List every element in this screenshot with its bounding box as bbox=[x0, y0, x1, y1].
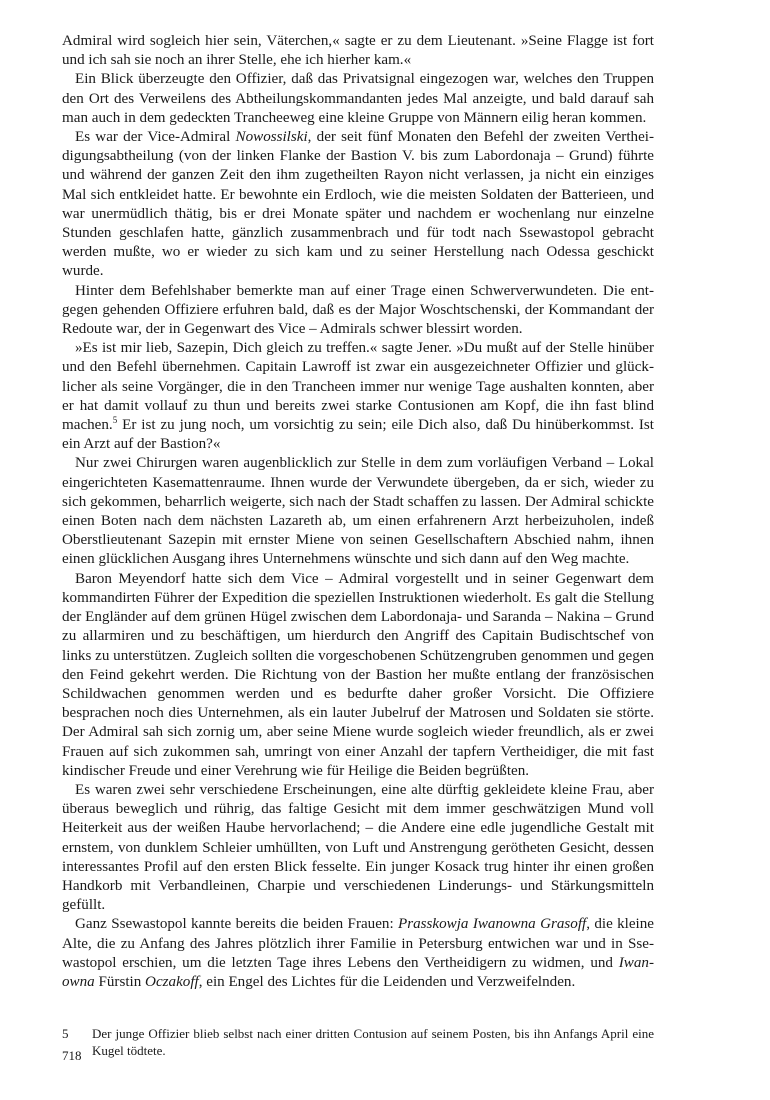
text-run: Nur zwei Chirurgen waren augenblicklich zur Stelle in dem zum vorläufigen Verband – Lokal eingerichteten Kasemattenraume. Ihnen wurde der Verwundete übergeben, da er sich, wieder zu sich gekommen, beharrlich weigerte, sich nach der Stadt schaffen zu lassen. Der Admiral schickte einen Boten nach dem nächsten Lazareth ab, um einen erfahrenern Arzt herbeizuholen, indeß Oberstlieutenant Sazepin mit ernster Miene von seinen Gesellschaftern Abschied nahm, ihnen einen glücklichen Ausgang ihres Unternehmens wünschte und sich dann auf den Weg machte. bbox=[62, 455, 654, 568]
text-run: Admiral wird sogleich hier sein, Väterchen,« sagte er zu dem Lieutenant. »Seine Flagge ist fort und ich sah sie noch an ihrer Stelle, ehe ich hierher kam.« bbox=[62, 33, 654, 69]
body-paragraph bbox=[62, 570, 654, 781]
text-run: , die kleine Alte, die zu Anfang des Jahres plötzlich ihrer Familie in Petersburg entwichen war und in Ssewastopol erschien, um die letzten Tage ihres Lebens den Vertheidigern zu widmen, und bbox=[62, 916, 654, 971]
text-run: Baron Meyendorf hatte sich dem Vice – Admiral vorgestellt und in seiner Gegenwart dem kommandirten Führer der Expedition die speziellen Instruktionen wiederholt. Es galt die Stellung der Engländer auf dem grünen Hügel zwischen dem Labordonaja- und Saranda – Nakina – Grund zu allarmiren und zu beschäftigen, um hierdurch den Angriff des Capitain Budischtschef von links zu unterstützen. Zugleich sollten die vorgeschobenen Schützengruben genommen und gegen den Feind gekehrt werden. Die Richtung von der Bastion her mußte entlang der französischen Schildwachen genommen werden und es bedurfte daher großer Vorsicht. Die Offiziere besprachen noch dies Unternehmen, als ein lauter Jubelruf der Matrosen und Soldaten sie störte. Der Admiral sah sich zornig um, aber seine Miene wurde sogleich wieder freundlich, als er zwei Frauen auf sich zukommen sah, umringt von einer Anzahl der tapfern Vertheidiger, die mit fast kindischer Freude und einer Verehrung wie für Heilige die Beiden begrüßten. bbox=[62, 570, 654, 779]
body-paragraph bbox=[62, 454, 654, 569]
text-run: Hinter dem Befehlshaber bemerkte man auf einer Trage einen Schwerverwundeten. Die entgegen gehenden Offiziere erfuhren bald, daß es der Major Woschtschenski, der Kommandant der Redoute war, der in Gegenwart des Vice – Admirals schwer blessirt worden. bbox=[62, 282, 654, 338]
footnote-reference: 5 bbox=[112, 415, 118, 426]
body-paragraph bbox=[62, 282, 654, 340]
text-run: Er ist zu jung noch, um vorsichtig zu sein; eile Dich also, daß Du hinüberkommst. Ist ein Arzt auf der Bastion?« bbox=[62, 417, 654, 453]
body-paragraph bbox=[62, 781, 654, 915]
text-run: Es waren zwei sehr verschiedene Erscheinungen, eine alte dürftig gekleidete kleine Frau, aber überaus beweglich und rührig, das faltige Gesicht mit dem immer geschwätzigen Mund voll Heiterkeit aus der weißen Haube hervorlachend; – die Andere eine edle jugendliche Gestalt mit ernstem, von dunklem Schleier umhüllten, von Luft und Anstrengung gerötheten Gesicht, dessen interessantes Profil auf den ersten Blick fesselte. Ein junger Kosack trug hinter ihr einen großen Handkorb mit Verbandleinen, Charpie und verschiedenen Linderungs- und Stärkungsmitteln gefüllt. bbox=[62, 781, 654, 914]
page-content bbox=[62, 32, 654, 1059]
italic-name: Nowossilski bbox=[235, 129, 308, 146]
footnote bbox=[62, 1025, 654, 1059]
text-run: »Es ist mir lieb, Sazepin, Dich gleich zu treffen.« sagte Jener. »Du mußt auf der Stelle hinüber und den Befehl übernehmen. Capitain Lawroff ist zwar ein ausgezeichneter Offizier und glücklicher als seine Vorgänger, die in den Trancheen immer nur wenige Tage aushalten konnten, aber er hat damit vollauf zu thun und bereits zwei starke Contusionen am Kopf, die ihn fast blind machen. bbox=[62, 340, 654, 434]
text-run: Ein Blick überzeugte den Offizier, daß das Privatsignal eingezogen war, welches den Truppen den Ort des Verweilens des Abtheilungskommandanten jedes Mal anzeigte, und bald darauf sah man auch in dem gedeckten Trancheeweg eine kleine Gruppe von Männern eilig heran kommen. bbox=[62, 71, 654, 126]
body-text bbox=[62, 32, 654, 992]
body-paragraph bbox=[62, 915, 654, 992]
text-run: , ein Engel des Lichtes für die Leidenden und Verzweifelnden. bbox=[198, 973, 576, 990]
footnote-number: 5 bbox=[62, 1026, 69, 1042]
body-paragraph bbox=[62, 339, 654, 454]
italic-name: Prasskowja Iwanowna Grasoff bbox=[398, 916, 587, 933]
body-paragraph bbox=[62, 70, 654, 128]
text-run: Fürstin bbox=[94, 973, 146, 990]
text-run: Es war der Vice-Admiral bbox=[75, 129, 236, 146]
footnote-text: Der junge Offizier blieb selbst nach einer dritten Contusion auf seinem Posten, bis ihn Anfangs April eine Kugel tödtete. bbox=[92, 1026, 654, 1059]
page-number: 718 bbox=[62, 1048, 82, 1063]
body-paragraph bbox=[62, 32, 654, 70]
italic-name: Oczakoff bbox=[145, 973, 199, 990]
text-run: , der seit fünf Monaten den Befehl der zweiten Vertheidigungsabtheilung (von der linken Flanke der Bastion V. bis zum Labordonaja – Grund) führte und während der ganzen Zeit den ihm zugetheilten Rayon nicht verlassen, ja nicht ein einziges Mal sich entkleidet hatte. Er bewohnte ein Erdloch, wie die meisten Soldaten der Batterieen, und war unermüdlich thätig, bis er drei Monate später und nachdem er wochenlang nur einzelne Stunden geschlafen hatte, gänzlich zusammenbrach und für todt nach Ssewastopol gebracht werden mußte, wo er wieder zu sich kam und zu seiner Herstellung nach Odessa geschickt wurde. bbox=[62, 129, 655, 280]
italic-name: Iwanowna bbox=[62, 954, 654, 990]
text-run: Ganz Ssewastopol kannte bereits die beiden Frauen: bbox=[75, 916, 399, 933]
footnotes bbox=[62, 1025, 654, 1059]
body-paragraph bbox=[62, 128, 654, 282]
